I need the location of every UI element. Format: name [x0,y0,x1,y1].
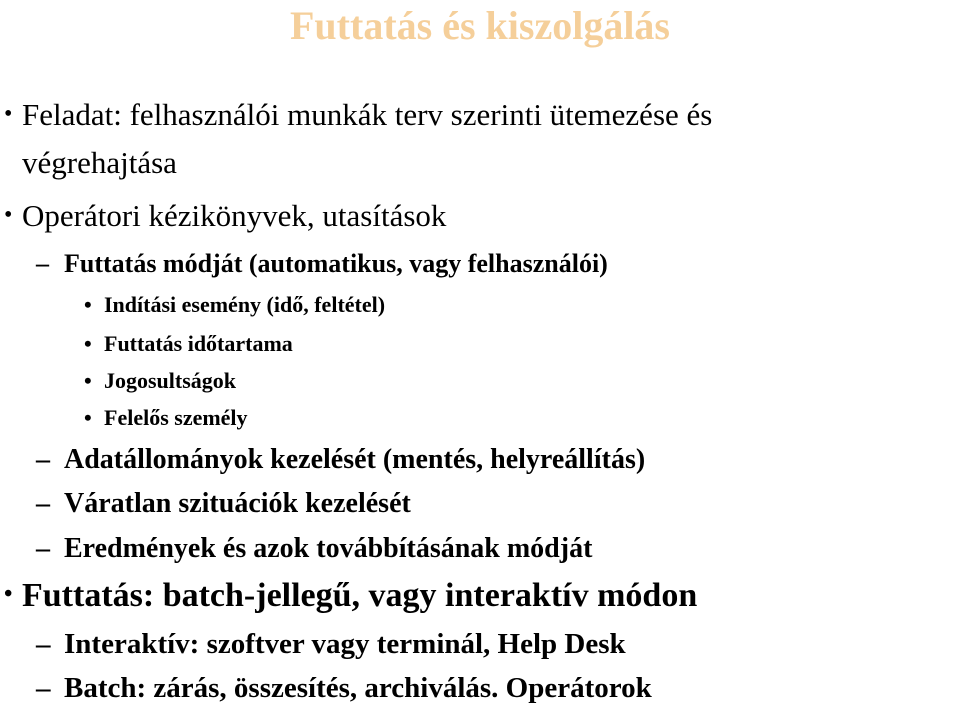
sub-item-text: Adatállományok kezelését (mentés, helyreállítás) [64,444,646,475]
sub-sub-item-text: Futtatás időtartama [104,331,293,356]
dash-marker: – [36,628,51,660]
sub-sub-item-text: Indítási esemény (idő, feltétel) [104,292,386,317]
sub-item-text: Eredmények és azok továbbításának módját [64,533,593,564]
bullet-marker: • [84,331,92,356]
bullet-marker: • [4,202,13,228]
bullet-text: Futtatás: batch-jellegű, vagy interaktív módon [22,577,698,614]
sub-item-text: Váratlan szituációk kezelését [64,488,411,519]
dash-marker: – [36,444,50,475]
bullet-text: végrehajtása [22,145,177,180]
bullet-marker: • [84,292,92,317]
bullet-text: Feladat: felhasználói munkák terv szerinti ütemezése és [22,97,713,132]
dash-marker: – [36,533,50,564]
slide-title: Futtatás és kiszolgálás [290,3,670,48]
sub-item-text: Futtatás módját (automatikus, vagy felhasználói) [64,249,608,278]
sub-item-text: Interaktív: szoftver vagy terminál, Help Desk [64,628,626,660]
bullet-text: Operátori kézikönyvek, utasítások [22,198,447,233]
bullet-marker: • [84,368,92,393]
sub-sub-item-text: Jogosultságok [104,368,237,393]
dash-marker: – [36,672,51,704]
sub-item-text: Batch: zárás, összesítés, archiválás. Operátorok [64,672,652,704]
dash-marker: – [36,249,49,278]
sub-sub-item-text: Felelős személy [104,405,248,430]
dash-marker: – [36,488,50,519]
bullet-marker: • [84,405,92,430]
bullet-marker: • [4,101,13,127]
bullet-marker: • [4,581,13,607]
